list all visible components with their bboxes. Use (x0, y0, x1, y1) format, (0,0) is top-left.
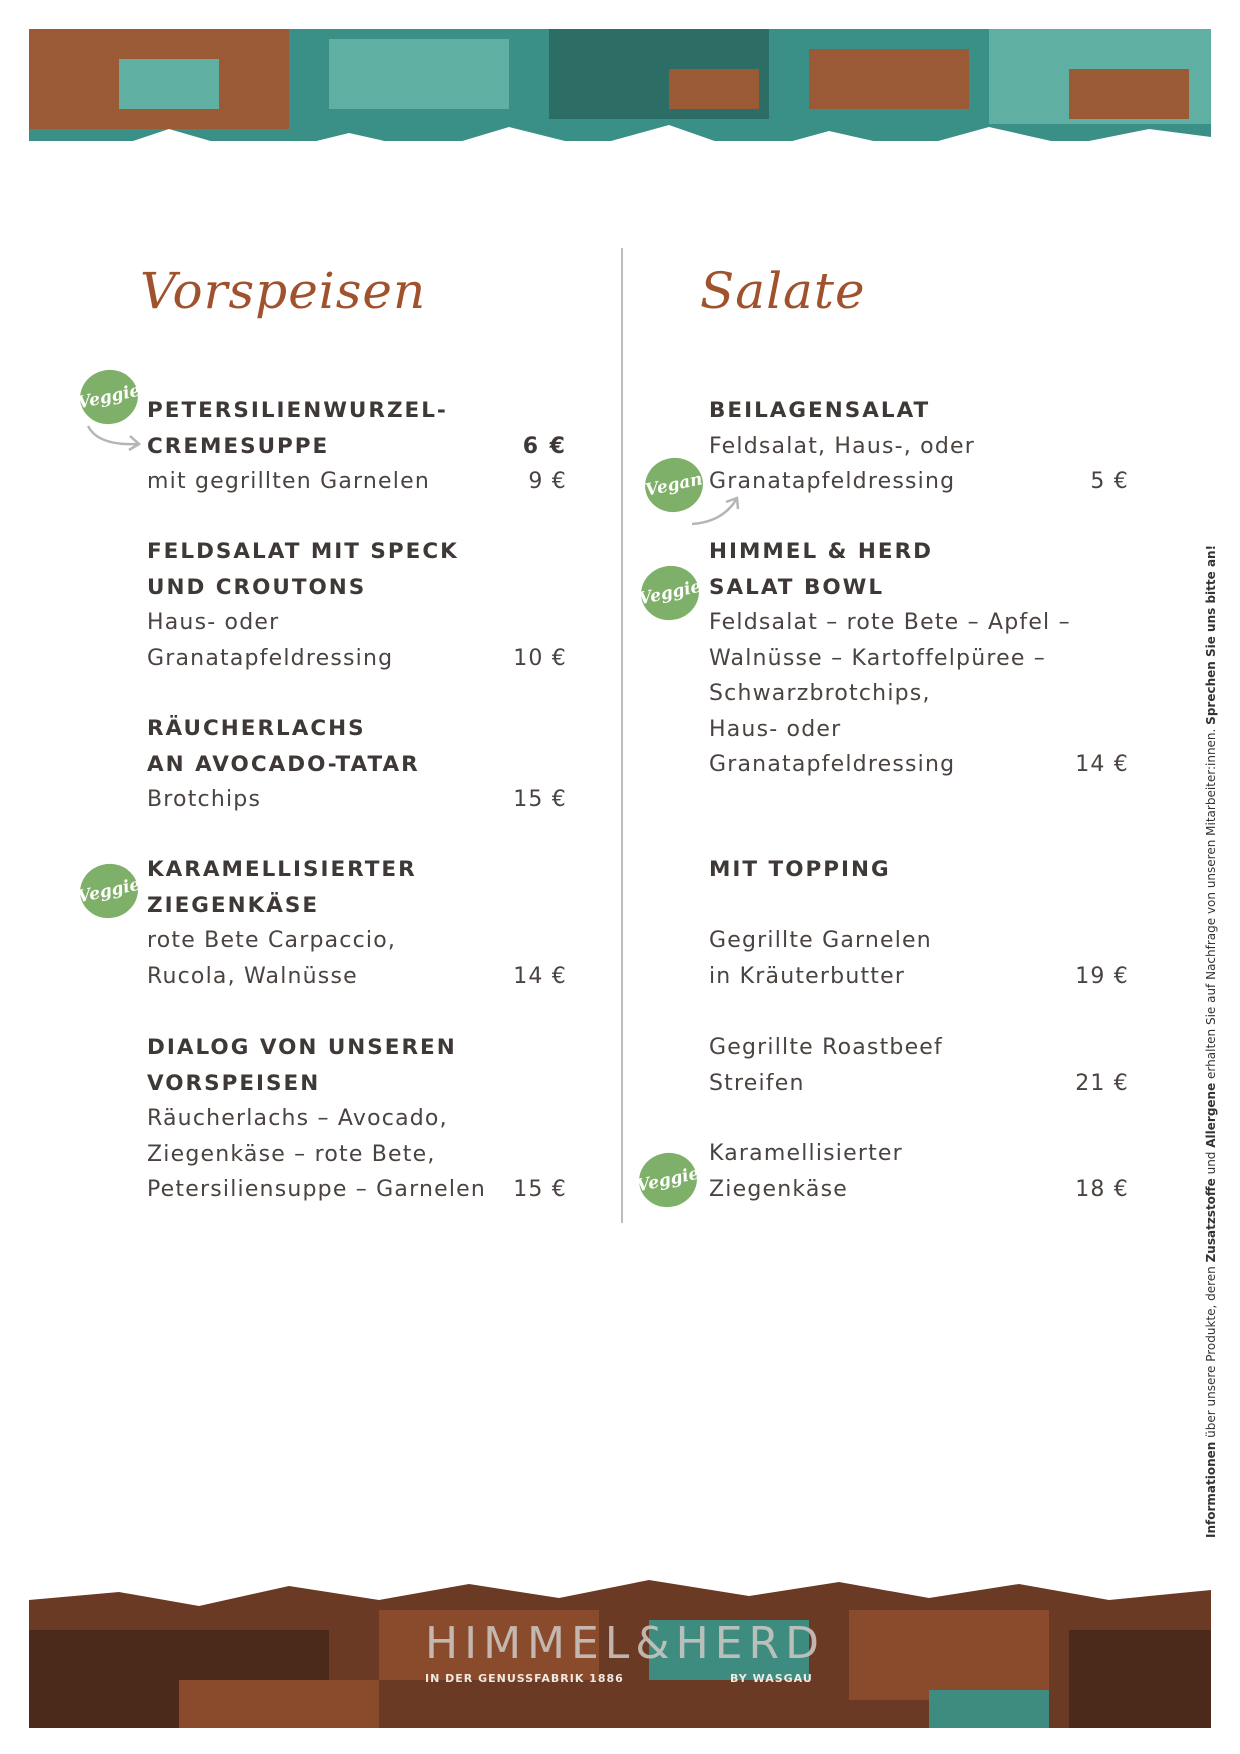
item-price: 6 € (522, 433, 567, 459)
menu-item-raeucherlachs (147, 711, 567, 818)
item-description: Walnüsse – Kartoffelpüree – (709, 645, 1046, 671)
menu-subheading-topping (709, 852, 1129, 888)
item-description: Haus- oder (147, 610, 280, 635)
curved-arrow-icon (84, 422, 144, 458)
item-name: HIMMEL & HERD (709, 539, 933, 564)
menu-item-ziegenkaese-topping (709, 1136, 1129, 1207)
menu-item-karamellisierter-ziegenkaese (147, 852, 567, 994)
section-title-salate: Salate (700, 262, 866, 320)
item-price: 14 € (513, 963, 567, 989)
curved-arrow-icon (688, 494, 744, 528)
item-name: AN AVOCADO-TATAR (147, 751, 420, 777)
item-description: Rucola, Walnüsse 14 € (147, 959, 567, 995)
item-price: 15 € (513, 1177, 567, 1202)
veggie-badge-icon: Veggie (634, 1148, 702, 1213)
veggie-badge-icon: Veggie (75, 365, 143, 430)
menu-item-salat-bowl (709, 534, 1129, 783)
item-description: Gegrillte Garnelen (709, 928, 932, 953)
item-description: rote Bete Carpaccio, (147, 928, 397, 953)
item-description: Petersiliensuppe – Garnelen 15 € (147, 1172, 567, 1208)
item-description: Haus- oder (709, 716, 842, 742)
item-price: 15 € (513, 787, 567, 812)
item-description: Räucherlachs – Avocado, (147, 1106, 448, 1131)
item-price: 10 € (513, 645, 567, 671)
item-description: Granatapfeldressing 10 € (147, 641, 567, 677)
item-description: Karamellisierter (709, 1141, 903, 1166)
item-price: 18 € (1075, 1176, 1129, 1202)
item-description: Granatapfeldressing 5 € (709, 464, 1129, 500)
item-description: Schwarzbrotchips, (709, 681, 931, 706)
item-name: CREMESUPPE 6 € (147, 429, 567, 465)
item-description: Ziegenkäse – rote Bete, (147, 1141, 436, 1167)
item-name: UND CROUTONS (147, 574, 367, 600)
vegan-badge-icon: Vegan (640, 453, 708, 518)
item-price: 19 € (1075, 963, 1129, 989)
item-name: PETERSILIENWURZEL- (147, 398, 448, 423)
logo-wordmark: HIMMEL&HERD (425, 1618, 825, 1669)
menu-item-roastbeef (709, 1030, 1129, 1101)
item-name: ZIEGENKÄSE (147, 892, 320, 918)
menu-item-beilagensalat (709, 393, 1129, 500)
himmel-herd-logo (425, 1618, 825, 1698)
item-price: 14 € (1075, 752, 1129, 777)
item-price: 5 € (1090, 469, 1129, 494)
item-name: MIT TOPPING (709, 857, 891, 882)
menu-item-dialog-vorspeisen (147, 1030, 567, 1208)
item-description: Granatapfeldressing 14 € (709, 747, 1129, 783)
item-description: Feldsalat, Haus-, oder (709, 433, 975, 459)
item-price: 21 € (1075, 1070, 1129, 1096)
logo-subtitle: IN DER GENUSSFABRIK 1886 (425, 1672, 624, 1685)
item-name: DIALOG VON UNSEREN (147, 1035, 457, 1060)
item-name: RÄUCHERLACHS (147, 716, 366, 741)
section-title-vorspeisen: Vorspeisen (140, 262, 427, 320)
column-divider (621, 248, 623, 1223)
item-description: Brotchips 15 € (147, 782, 567, 818)
item-description: mit gegrillten Garnelen 9 € (147, 464, 567, 500)
item-description: Streifen 21 € (709, 1066, 1129, 1102)
item-name: KARAMELLISIERTER (147, 857, 417, 882)
item-price: 9 € (528, 469, 567, 494)
item-name: SALAT BOWL (709, 574, 885, 600)
menu-item-feldsalat-speck (147, 534, 567, 676)
logo-by-line: BY WASGAU (730, 1672, 813, 1685)
veggie-badge-icon: Veggie (75, 859, 143, 924)
veggie-badge-icon: Veggie (636, 561, 704, 626)
item-description: in Kräuterbutter 19 € (709, 959, 1129, 995)
item-description: Feldsalat – rote Bete – Apfel – (709, 610, 1071, 635)
item-description: Ziegenkäse 18 € (709, 1172, 1129, 1208)
item-description: Gegrillte Roastbeef (709, 1035, 943, 1060)
menu-item-petersilienwurzel (147, 393, 567, 500)
item-name: FELDSALAT MIT SPECK (147, 539, 459, 564)
item-name: BEILAGENSALAT (709, 398, 931, 423)
header-banner (29, 29, 1211, 175)
item-name: VORSPEISEN (147, 1070, 321, 1096)
menu-item-garnelen (709, 923, 1129, 994)
allergen-sidenote: Informationen über unsere Produkte, deren Zusatzstoffe und Allergene erhalten Sie auf Nachfrage von unseren Mitarbeiter:innen. Sprechen Sie uns bitte an! (1204, 544, 1218, 1538)
